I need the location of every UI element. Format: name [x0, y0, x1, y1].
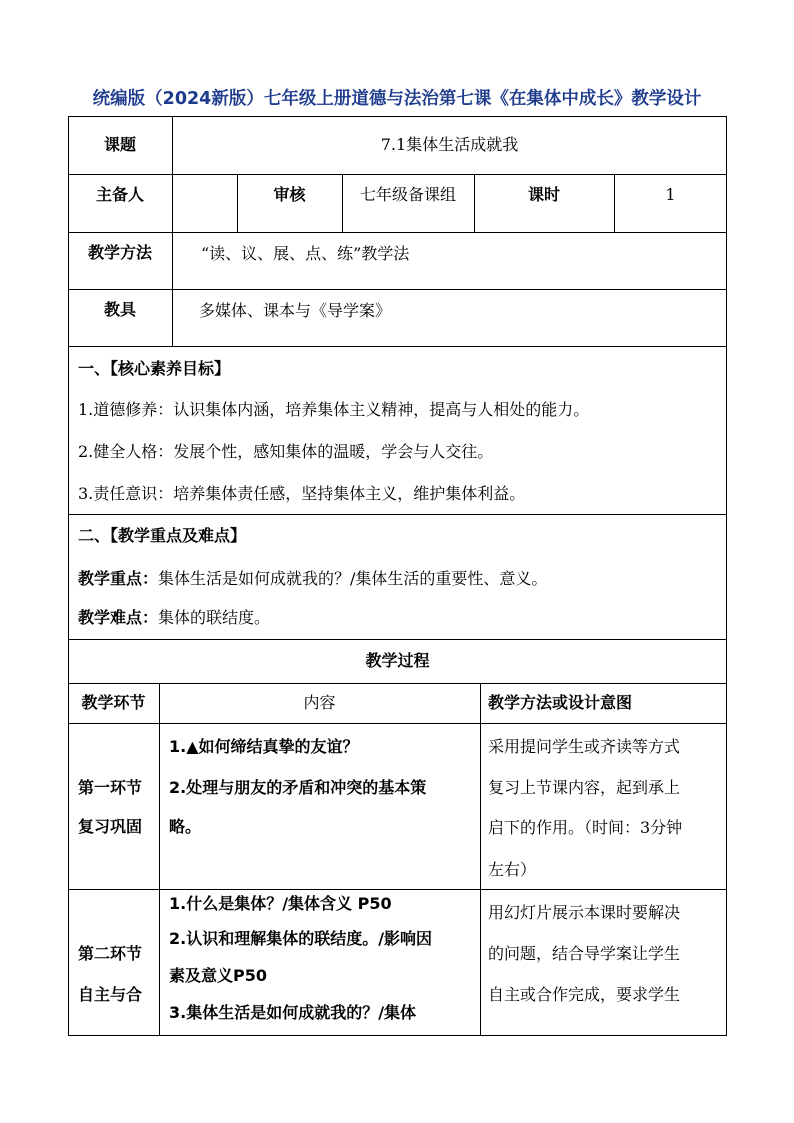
topic-value: 7.1集体生活成就我	[380, 135, 519, 154]
column-header-content: 内容	[303, 693, 336, 712]
row-divider	[68, 346, 727, 347]
method-line: 复习上节课内容，起到承上	[488, 778, 681, 797]
goal-item: 3.责任意识：培养集体责任感，坚持集体主义，维护集体利益。	[78, 484, 526, 503]
teaching-focus	[78, 569, 547, 589]
row-divider	[68, 514, 727, 515]
col-divider	[159, 683, 160, 1036]
reviewer-label: 审核	[273, 185, 306, 204]
preparer-label: 主备人	[95, 185, 144, 204]
content-line: 3.集体生活是如何成就我的？/集体	[169, 1003, 417, 1022]
teaching-difficulty-label: 教学难点：	[78, 608, 159, 627]
tools-label: 教具	[103, 300, 136, 319]
stage-label: 复习巩固	[78, 817, 143, 836]
content-line: 2.认识和理解集体的联结度。/影响因	[169, 929, 433, 948]
content-line: 1.什么是集体？/集体含义 P50	[169, 894, 392, 913]
document-title: 统编版（2024新版）七年级上册道德与法治第七课《在集体中成长》教学设计	[92, 89, 702, 109]
method-line: 采用提问学生或齐读等方式	[488, 737, 681, 756]
stage-label: 第一环节	[78, 778, 143, 797]
method-value: “读、议、展、点、练”教学法	[201, 244, 410, 263]
hours-value: 1	[665, 185, 676, 204]
row-divider	[68, 889, 727, 890]
goal-item: 1.道德修养：认识集体内涵，培养集体主义精神，提高与人相处的能力。	[78, 400, 590, 419]
reviewer-value: 七年级备课组	[359, 185, 456, 204]
method-line: 自主或合作完成，要求学生	[488, 985, 681, 1004]
content-line: 2.处理与朋友的矛盾和冲突的基本策	[169, 778, 427, 797]
method-label: 教学方法	[87, 243, 152, 262]
content-line: 略。	[169, 817, 202, 836]
stage-label: 第二环节	[78, 944, 143, 963]
content-line: 素及意义P50	[169, 966, 267, 985]
hours-label: 课时	[527, 185, 560, 204]
teaching-focus-label: 教学重点：	[78, 569, 159, 588]
method-line: 的问题，结合导学案让学生	[488, 944, 681, 963]
column-header-method: 教学方法或设计意图	[488, 693, 633, 712]
stage-label: 自主与合	[78, 985, 143, 1004]
column-header-stage: 教学环节	[81, 693, 146, 712]
teaching-difficulty	[78, 608, 270, 628]
tools-value: 多媒体、课本与《导学案》	[199, 301, 392, 320]
keypoints-heading: 二、【教学重点及难点】	[78, 526, 247, 545]
row-divider	[68, 723, 727, 724]
method-line: 启下的作用。（时间：3分钟	[488, 818, 683, 837]
preparer-value	[172, 166, 237, 224]
goals-heading: 一、【核心素养目标】	[78, 359, 231, 378]
teaching-focus-text: 集体生活是如何成就我的？/集体生活的重要性、意义。	[158, 569, 548, 588]
teaching-difficulty-text: 集体的联结度。	[158, 608, 271, 627]
col-divider	[480, 683, 481, 1036]
topic-label: 课题	[103, 135, 136, 154]
process-title: 教学过程	[365, 651, 430, 670]
method-line: 左右）	[488, 860, 537, 879]
method-line: 用幻灯片展示本课时要解决	[488, 903, 681, 922]
content-line: 1.▲如何缔结真挚的友谊？	[169, 737, 359, 756]
goal-item: 2.健全人格：发展个性，感知集体的温暖，学会与人交往。	[78, 442, 494, 461]
